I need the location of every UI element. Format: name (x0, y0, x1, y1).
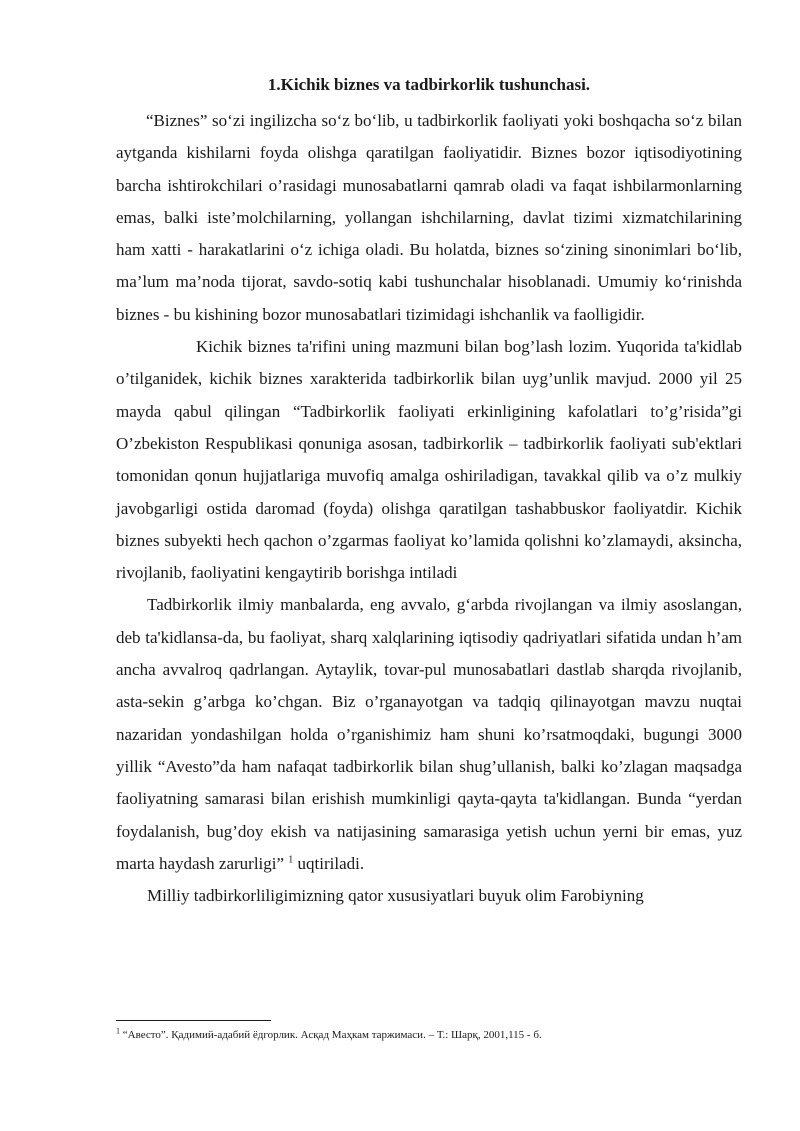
paragraph-text: Tadbirkorlik ilmiy manbalarda, eng avvalo, g‘arbda rivojlangan va ilmiy asoslangan, deb ta'kidlansa-da, bu faoliyat, sharq xalqlarining iqtisodiy qadriyatlari sifatida undan h’am ancha avvalroq qadrlangan. Aytaylik, tovar-pul munosabatlari dastlab sharqda rivojlanib, asta-sekin g’arbga ko’chgan. Biz o’rganayotgan va tadqiq qilinayotgan mavzu nuqtai nazaridan yondashilgan holda o’rganishimiz ham shuni ko’rsatmoqdaki, bugungi 3000 yillik “Avesto”da ham nafaqat tadbirkorlik bilan shug’ullanish, balki ko’zlagan maqsadga faoliyatning samarasi bilan erishish mumkinligi qayta-qayta ta'kidlangan. Bunda “yerdan foydalanish, bug’doy ekish va natijasining samarasiga yetish uchun yerni bir emas, yuz marta haydash zarurligi” (116, 595, 742, 873)
paragraph-text-tail: uqtiriladi. (297, 853, 365, 873)
footnote (116, 1027, 742, 1043)
section-heading: 1.Kichik biznes va tadbirkorlik tushunchasi. (267, 75, 591, 94)
footnote-reference[interactable]: 1 (288, 854, 294, 866)
footnote-text: “Авесто”. Қадимий-адабий ёдгорлик. Асқад Маҳкам таржимаси. – Т.: Шарқ, 2001,115 - б. (122, 1029, 542, 1041)
paragraph-kichik-biznes: Kichik biznes ta'rifini uning mazmuni bilan bog’lash lozim. Yuqorida ta'kidlab o’tilganidek, kichik biznes xarakterida tadbirkorlik bilan uyg’unlik mavjud. 2000 yil 25 mayda qabul qilingan “Tadbirkorlik faoliyati erkinligining kafolatlari to’g’risida”gi O’zbekiston Respublikasi qonuniga asosan, tadbirkorlik – tadbirkorlik faoliyati sub'ektlari tomonidan qonun hujjatlariga muvofiq amalga oshiriladigan, tavakkal qilib va o’z mulkiy javobgarligi ostida daromad (foyda) olishga qaratilgan tashabbuskor faoliyatdir. Kichik biznes subyekti hech qachon o’zgarmas faoliyat ko’lamida qolishni ko’zlamaydi, aksincha, rivojlanib, faoliyatini kengaytirib borishga intiladi (116, 337, 742, 583)
footnote-divider (116, 1020, 271, 1021)
footnote-mark: 1 (116, 1026, 120, 1036)
paragraph-tadbirkorlik-history (116, 589, 742, 880)
body-text (116, 105, 742, 912)
paragraph-farobiy: Milliy tadbirkorliligimizning qator xususiyatlari buyuk olim Farobiyning (147, 886, 644, 906)
paragraph-biznes-definition: “Biznes” so‘zi ingilizcha so‘z bo‘lib, u tadbirkorlik faoliyati yoki boshqacha so‘z bilan aytganda kishilarni foyda olishga qaratilgan faoliyatidir. Biznes bozor iqtisodiyotining barcha ishtirokchilari o’rasidagi munosabatlarni qamrab oladi va faqat ishbilarmonlarning emas, balki iste’molchilarning, yollangan ishchilarning, davlat tizimi xizmatchilarining ham xatti - harakatlarini o‘z ichiga oladi. Bu holatda, biznes so‘zining sinonimlari bo‘lib, ma’lum ma’noda tijorat, savdo-sotiq kabi tushunchalar hisoblanadi. Umumiy ko‘rinishda biznes - bu kishining bozor munosabatlari tizimidagi ishchanlik va faolligidir. (116, 111, 742, 324)
